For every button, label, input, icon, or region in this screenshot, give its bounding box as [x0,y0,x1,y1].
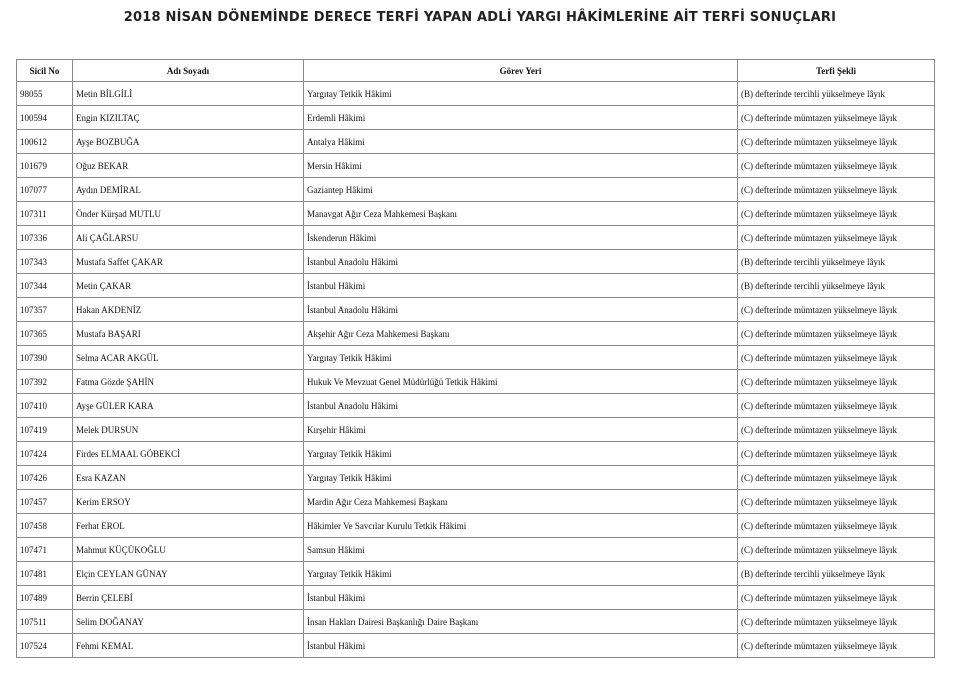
sicil-no-cell: 107357 [17,298,73,322]
sicil-no-cell: 107077 [17,178,73,202]
duty-location-cell: Mersin Hâkimi [304,154,738,178]
duty-location-cell: İstanbul Anadolu Hâkimi [304,394,738,418]
table-row [17,418,935,442]
promotion-type-cell: (C) defterinde mümtazen yükselmeye lâyık [738,346,935,370]
promotion-type-cell: (B) defterinde tercihli yükselmeye lâyık [738,274,935,298]
name-cell: Önder Kürşad MUTLU [73,202,304,226]
promotion-type-cell: (C) defterinde mümtazen yükselmeye lâyık [738,202,935,226]
promotion-type-cell: (C) defterinde mümtazen yükselmeye lâyık [738,466,935,490]
table-row [17,202,935,226]
sicil-no-cell: 107489 [17,586,73,610]
duty-location-cell: Yargıtay Tetkik Hâkimi [304,346,738,370]
table-row [17,610,935,634]
duty-location-cell: İstanbul Hâkimi [304,634,738,658]
table-row [17,106,935,130]
duty-location-cell: Erdemli Hâkimi [304,106,738,130]
table-row [17,178,935,202]
name-cell: Mustafa Saffet ÇAKAR [73,250,304,274]
table-row [17,514,935,538]
sicil-no-cell: 107392 [17,370,73,394]
sicil-no-cell: 100594 [17,106,73,130]
promotion-type-cell: (C) defterinde mümtazen yükselmeye lâyık [738,154,935,178]
sicil-no-cell: 107424 [17,442,73,466]
promotion-type-cell: (C) defterinde mümtazen yükselmeye lâyık [738,418,935,442]
duty-location-cell: Yargıtay Tetkik Hâkimi [304,562,738,586]
table-row [17,442,935,466]
name-cell: Aydın DEMİRAL [73,178,304,202]
duty-location-cell: İstanbul Hâkimi [304,586,738,610]
sicil-no-cell: 107457 [17,490,73,514]
promotion-type-cell: (C) defterinde mümtazen yükselmeye lâyık [738,394,935,418]
promotion-type-cell: (C) defterinde mümtazen yükselmeye lâyık [738,178,935,202]
promotion-type-cell: (C) defterinde mümtazen yükselmeye lâyık [738,610,935,634]
sicil-no-cell: 107471 [17,538,73,562]
duty-location-cell: Samsun Hâkimi [304,538,738,562]
name-cell: Melek DURSUN [73,418,304,442]
table-row [17,490,935,514]
duty-location-cell: İstanbul Anadolu Hâkimi [304,298,738,322]
sicil-no-cell: 107390 [17,346,73,370]
name-cell: Mustafa BAŞARI [73,322,304,346]
name-cell: Metin BİLGİLİ [73,82,304,106]
table-row [17,322,935,346]
duty-location-cell: Hâkimler Ve Savcılar Kurulu Tetkik Hâkimi [304,514,738,538]
results-table [16,59,935,658]
column-header-sicil-no: Sicil No [17,60,73,82]
table-row [17,562,935,586]
sicil-no-cell: 107481 [17,562,73,586]
name-cell: Ferhat EROL [73,514,304,538]
duty-location-cell: Kırşehir Hâkimi [304,418,738,442]
table-row [17,298,935,322]
sicil-no-cell: 101679 [17,154,73,178]
duty-location-cell: İnsan Hakları Dairesi Başkanlığı Daire Başkanı [304,610,738,634]
table-row [17,634,935,658]
table-row [17,250,935,274]
table-header-row [17,60,935,82]
sicil-no-cell: 100612 [17,130,73,154]
duty-location-cell: Yargıtay Tetkik Hâkimi [304,442,738,466]
table-row [17,130,935,154]
promotion-type-cell: (C) defterinde mümtazen yükselmeye lâyık [738,322,935,346]
table-row [17,466,935,490]
promotion-type-cell: (C) defterinde mümtazen yükselmeye lâyık [738,298,935,322]
promotion-type-cell: (C) defterinde mümtazen yükselmeye lâyık [738,586,935,610]
name-cell: Elçin CEYLAN GÜNAY [73,562,304,586]
duty-location-cell: Gaziantep Hâkimi [304,178,738,202]
name-cell: Hakan AKDENİZ [73,298,304,322]
duty-location-cell: Antalya Hâkimi [304,130,738,154]
duty-location-cell: Yargıtay Tetkik Hâkimi [304,82,738,106]
table-row [17,346,935,370]
page-title: 2018 NİSAN DÖNEMİNDE DERECE TERFİ YAPAN ADLİ YARGI HÂKİMLERİNE AİT TERFİ SONUÇLARI [123,10,837,25]
promotion-type-cell: (C) defterinde mümtazen yükselmeye lâyık [738,634,935,658]
name-cell: Mahmut KÜÇÜKOĞLU [73,538,304,562]
table-row [17,586,935,610]
duty-location-cell: Yargıtay Tetkik Hâkimi [304,466,738,490]
promotion-type-cell: (C) defterinde mümtazen yükselmeye lâyık [738,490,935,514]
name-cell: Kerim ERSOY [73,490,304,514]
sicil-no-cell: 107524 [17,634,73,658]
column-header-gorev-yeri: Görev Yeri [304,60,738,82]
name-cell: Selim DOĞANAY [73,610,304,634]
duty-location-cell: İstanbul Anadolu Hâkimi [304,250,738,274]
sicil-no-cell: 107365 [17,322,73,346]
table-row [17,82,935,106]
sicil-no-cell: 107426 [17,466,73,490]
sicil-no-cell: 107458 [17,514,73,538]
promotion-type-cell: (C) defterinde mümtazen yükselmeye lâyık [738,226,935,250]
name-cell: Oğuz BEKAR [73,154,304,178]
promotion-type-cell: (C) defterinde mümtazen yükselmeye lâyık [738,538,935,562]
duty-location-cell: Akşehir Ağır Ceza Mahkemesi Başkanı [304,322,738,346]
promotion-type-cell: (C) defterinde mümtazen yükselmeye lâyık [738,514,935,538]
duty-location-cell: İstanbul Hâkimi [304,274,738,298]
sicil-no-cell: 107344 [17,274,73,298]
table-row [17,394,935,418]
name-cell: Ali ÇAĞLARSU [73,226,304,250]
table-row [17,370,935,394]
name-cell: Berrin ÇELEBİ [73,586,304,610]
duty-location-cell: Hukuk Ve Mevzuat Genel Müdürlüğü Tetkik Hâkimi [304,370,738,394]
name-cell: Engin KIZILTAÇ [73,106,304,130]
duty-location-cell: İskenderun Hâkimi [304,226,738,250]
name-cell: Fatma Gözde ŞAHİN [73,370,304,394]
duty-location-cell: Manavgat Ağır Ceza Mahkemesi Başkanı [304,202,738,226]
table-row [17,274,935,298]
column-header-adi-soyadi: Adı Soyadı [73,60,304,82]
name-cell: Firdes ELMAAL GÖBEKCİ [73,442,304,466]
sicil-no-cell: 107511 [17,610,73,634]
table-row [17,226,935,250]
table-body [17,82,935,658]
promotion-type-cell: (B) defterinde tercihli yükselmeye lâyık [738,250,935,274]
sicil-no-cell: 107343 [17,250,73,274]
name-cell: Metin ÇAKAR [73,274,304,298]
column-header-terfi-sekli: Terfi Şekli [738,60,935,82]
name-cell: Ayşe GÜLER KARA [73,394,304,418]
name-cell: Selma ACAR AKGÜL [73,346,304,370]
table-row [17,154,935,178]
sicil-no-cell: 107410 [17,394,73,418]
name-cell: Ayşe BOZBUĞA [73,130,304,154]
promotion-type-cell: (C) defterinde mümtazen yükselmeye lâyık [738,370,935,394]
promotion-type-cell: (B) defterinde tercihli yükselmeye lâyık [738,562,935,586]
name-cell: Fehmi KEMAL [73,634,304,658]
sicil-no-cell: 107336 [17,226,73,250]
promotion-type-cell: (C) defterinde mümtazen yükselmeye lâyık [738,130,935,154]
sicil-no-cell: 107419 [17,418,73,442]
sicil-no-cell: 98055 [17,82,73,106]
promotion-type-cell: (B) defterinde tercihli yükselmeye lâyık [738,82,935,106]
table-row [17,538,935,562]
name-cell: Esra KAZAN [73,466,304,490]
duty-location-cell: Mardin Ağır Ceza Mahkemesi Başkanı [304,490,738,514]
sicil-no-cell: 107311 [17,202,73,226]
promotion-type-cell: (C) defterinde mümtazen yükselmeye lâyık [738,442,935,466]
promotion-type-cell: (C) defterinde mümtazen yükselmeye lâyık [738,106,935,130]
